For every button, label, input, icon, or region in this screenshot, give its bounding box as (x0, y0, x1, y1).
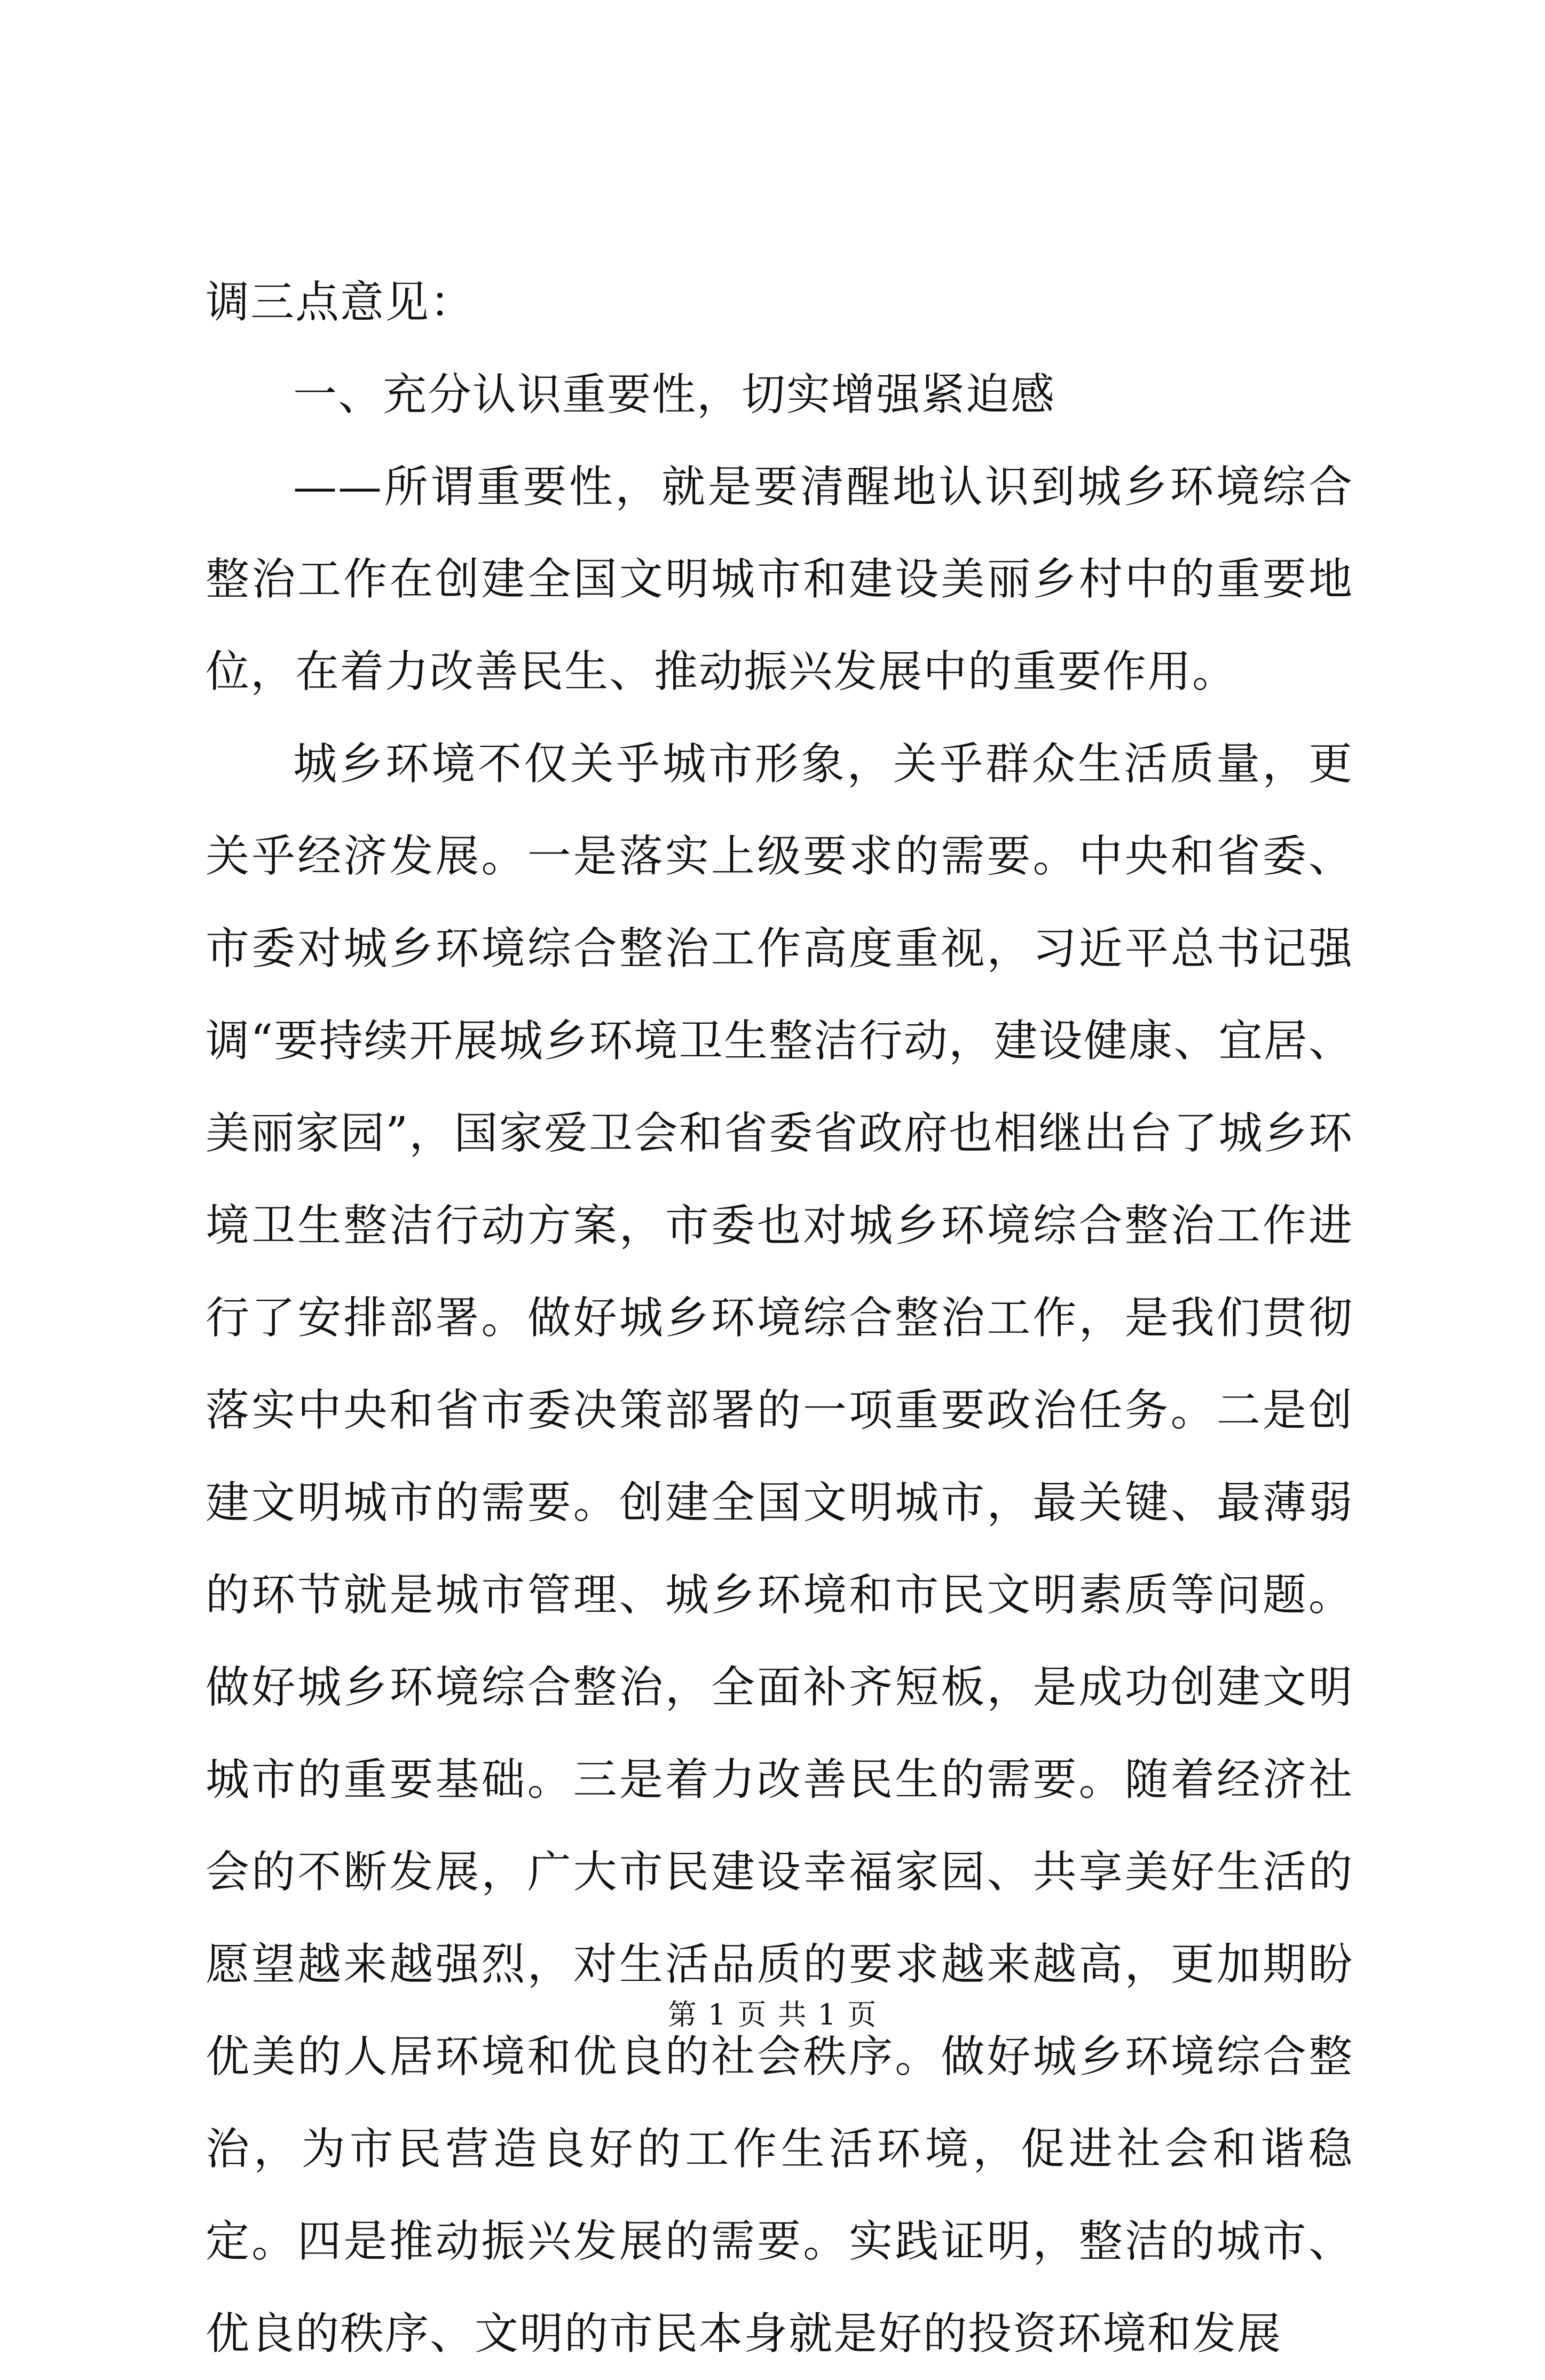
page-number: 第 1 页 共 1 页 (667, 1998, 878, 2031)
paragraph: 调三点意见： (206, 277, 475, 328)
section-heading: 一、充分认识重要性，切实增强紧迫感 (293, 369, 1056, 420)
paragraph: ——所谓重要性，就是要清醒地认识到城乡环境综合整治工作在创建全国文明城市和建设美丽乡村中的重要地位，在着力改善民生、推动振兴发展中的重要作用。 (206, 462, 1353, 697)
document-body (206, 256, 1353, 2380)
paragraph: 城乡环境不仅关乎城市形象，关乎群众生活质量，更关乎经济发展。一是落实上级要求的需要。中央和省委、市委对城乡环境综合整治工作高度重视，习近平总书记强调“要持续开展城乡环境卫生整洁行动，建设健康、宜居、美丽家园”，国家爱卫会和省委省政府也相继出台了城乡环境卫生整洁行动方案，市委也对城乡环境综合整治工作进行了安排部署。做好城乡环境综合整治工作，是我们贯彻落实中央和省市委决策部署的一项重要政治任务。二是创建文明城市的需要。创建全国文明城市，最关键、最薄弱的环节就是城市管理、城乡环境和市民文明素质等问题。做好城乡环境综合整治，全面补齐短板，是成功创建文明城市的重要基础。三是着力改善民生的需要。随着经济社会的不断发展，广大市民建设幸福家园、共享美好生活的愿望越来越强烈，对生活品质的要求越来越高，更加期盼优美的人居环境和优良的社会秩序。做好城乡环境综合整治，为市民营造良好的工作生活环境，促进社会和谐稳定。四是推动振兴发展的需要。实践证明，整洁的城市、优良的秩序、文明的市民本身就是好的投资环境和发展 (206, 739, 1353, 2359)
